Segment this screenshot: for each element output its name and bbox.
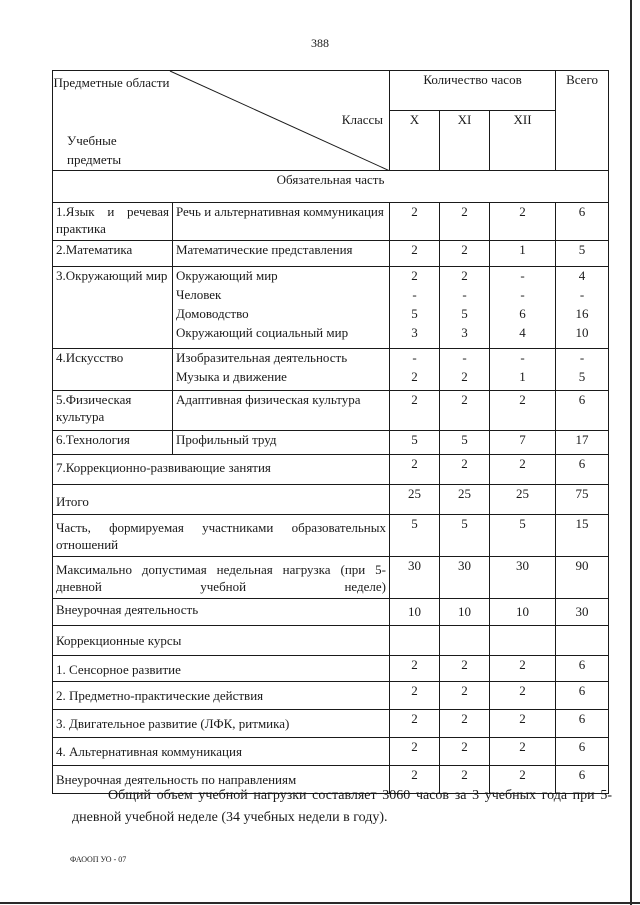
total-cell: 6 [556, 455, 609, 485]
page-number: 388 [311, 36, 329, 50]
hours-cell: 2 [440, 738, 490, 766]
summary-label: Итого [53, 485, 390, 515]
total-cell: 6 [556, 682, 609, 710]
header-subjects: Учебные предметы [67, 133, 122, 167]
area-cell: 1.Язык и речевая практика [53, 203, 173, 241]
hours-cell: 5 [390, 431, 440, 455]
total-cell: 6 [556, 203, 609, 241]
subject-line: Окружающий социальный мир [176, 325, 349, 340]
footer-code: ФАООП УО - 07 [70, 855, 127, 864]
subject-line: Домоводство [176, 306, 249, 321]
course-label: 1. Сенсорное развитие [53, 656, 390, 682]
hours-cell: 10 [490, 599, 556, 626]
header-hours: Количество часов [390, 71, 556, 111]
total-value: 5 [578, 369, 586, 384]
hours-cell: 2 [440, 766, 490, 794]
hours-cell: 2 [440, 656, 490, 682]
hours-cell: 2 [390, 656, 440, 682]
hours-cell: 2 [390, 682, 440, 710]
summary-paragraph: Общий объем учебной нагрузки составляет 3060 часов за 3 учебных года при 5-дневной учебной неделе (34 учебных недели в году). [72, 788, 612, 825]
hours-cell: 30 [440, 557, 490, 599]
hours-cell: 5 [390, 515, 440, 557]
hours-cell: 2 [440, 203, 490, 241]
page-frame-bottom [0, 902, 640, 904]
subject-cell: Речь и альтернативная коммуникация [173, 203, 390, 241]
empty-cell [440, 626, 490, 656]
hours-cell: 2 [440, 682, 490, 710]
table-row [53, 710, 609, 738]
hours-cell: 2 [390, 391, 440, 431]
total-value: - [579, 287, 585, 302]
course-label: 3. Двигательное развитие (ЛФК, ритмика) [53, 710, 390, 738]
hours-cell [490, 267, 556, 349]
hours-cell: 2 [390, 455, 440, 485]
hours-value: - [520, 268, 525, 283]
hours-cell: 2 [440, 710, 490, 738]
total-cell [556, 267, 609, 349]
hours-value: - [462, 350, 467, 365]
hours-cell: 10 [440, 599, 490, 626]
total-value: - [579, 350, 585, 365]
total-cell: 17 [556, 431, 609, 455]
area-cell: 5.Физическая культура [53, 391, 173, 431]
subject-cell [173, 349, 390, 391]
table-row [53, 626, 609, 656]
hours-cell: 5 [440, 431, 490, 455]
hours-cell: 2 [490, 656, 556, 682]
hours-cell: 2 [490, 455, 556, 485]
hours-cell: 2 [490, 682, 556, 710]
hours-cell [490, 349, 556, 391]
subject-line: Окружающий мир [176, 268, 278, 283]
table-row [53, 349, 609, 391]
hours-cell: 25 [490, 485, 556, 515]
hours-cell: 7 [490, 431, 556, 455]
subject-line: Человек [176, 287, 222, 302]
hours-value: 4 [519, 325, 526, 340]
table-row [53, 599, 609, 626]
total-cell: 6 [556, 656, 609, 682]
header-diagonal-cell [53, 71, 390, 171]
hours-cell: 5 [490, 515, 556, 557]
table-row [53, 455, 609, 485]
table-row [53, 656, 609, 682]
page-frame-right [630, 0, 632, 905]
section-correction: Коррекционные курсы [53, 626, 390, 656]
hours-value: - [412, 287, 417, 302]
summary-label: Внеурочная деятельность [53, 599, 390, 626]
table-row [53, 391, 609, 431]
hours-value: 6 [519, 306, 526, 321]
hours-value: 5 [411, 306, 418, 321]
total-cell: 90 [556, 557, 609, 599]
hours-cell: 1 [490, 241, 556, 267]
subject-cell [173, 267, 390, 349]
table-row [53, 267, 609, 349]
hours-cell: 2 [490, 710, 556, 738]
total-cell: 15 [556, 515, 609, 557]
hours-cell: 2 [440, 455, 490, 485]
area-cell: 4.Искусство [53, 349, 173, 391]
subject-line: Изобразительная деятельность [176, 350, 348, 365]
header-areas: Предметные области [53, 75, 170, 90]
total-cell: 6 [556, 766, 609, 794]
course-label: 4. Альтернативная коммуникация [53, 738, 390, 766]
table-row [53, 431, 609, 455]
header-grade: X [390, 111, 440, 171]
total-value: 4 [578, 268, 586, 283]
hours-cell: 2 [490, 391, 556, 431]
hours-cell: 2 [490, 738, 556, 766]
total-cell: 75 [556, 485, 609, 515]
summary-label: Максимально допустимая недельная нагрузка (при 5-дневной учебной неделе) [53, 557, 390, 599]
total-cell: 30 [556, 599, 609, 626]
hours-cell: 2 [390, 738, 440, 766]
hours-cell: 2 [490, 766, 556, 794]
header-grade: XII [490, 111, 556, 171]
total-cell [556, 349, 609, 391]
hours-cell: 5 [440, 515, 490, 557]
hours-cell [390, 349, 440, 391]
hours-value: - [520, 350, 525, 365]
hours-value: 2 [411, 268, 418, 283]
hours-cell: 2 [390, 203, 440, 241]
area-cell: 2.Математика [53, 241, 173, 267]
hours-value: - [412, 350, 417, 365]
hours-cell: 2 [490, 203, 556, 241]
table-row [53, 515, 609, 557]
empty-cell [490, 626, 556, 656]
hours-cell: 10 [390, 599, 440, 626]
hours-value: - [520, 287, 525, 302]
header-grade: XI [440, 111, 490, 171]
total-value: 10 [575, 325, 589, 340]
total-cell: 6 [556, 391, 609, 431]
subject-cell: Адаптивная физическая культура [173, 391, 390, 431]
table-row [53, 557, 609, 599]
hours-value: - [462, 287, 467, 302]
empty-cell [556, 626, 609, 656]
hours-value: 2 [461, 268, 468, 283]
table-row [53, 682, 609, 710]
hours-cell: 30 [490, 557, 556, 599]
hours-value: 2 [411, 369, 418, 384]
course-label: 2. Предметно-практические действия [53, 682, 390, 710]
hours-cell: 30 [390, 557, 440, 599]
header-total: Всего [556, 71, 609, 171]
subject-line: Музыка и движение [176, 369, 287, 384]
hours-value: 3 [411, 325, 418, 340]
subject-cell: Профильный труд [173, 431, 390, 455]
hours-cell: 2 [440, 241, 490, 267]
area-cell: 3.Окружающий мир [53, 267, 173, 349]
empty-cell [390, 626, 440, 656]
hours-value: 5 [461, 306, 468, 321]
curriculum-table [52, 70, 609, 794]
summary-label: Часть, формируемая участниками образовательных отношений [53, 515, 390, 557]
total-cell: 6 [556, 738, 609, 766]
total-cell: 5 [556, 241, 609, 267]
hours-cell: 2 [390, 710, 440, 738]
header-classes: Классы [341, 112, 383, 127]
total-value: 16 [575, 306, 589, 321]
hours-cell: 2 [390, 766, 440, 794]
course-label: Внеурочная деятельность по направлениям [53, 766, 390, 794]
table-row [53, 203, 609, 241]
hours-cell [440, 349, 490, 391]
hours-cell: 25 [390, 485, 440, 515]
summary-label: 7.Коррекционно-развивающие занятия [53, 455, 390, 485]
hours-cell: 25 [440, 485, 490, 515]
hours-cell: 2 [390, 241, 440, 267]
total-cell: 6 [556, 710, 609, 738]
hours-cell: 2 [440, 391, 490, 431]
hours-cell [390, 267, 440, 349]
hours-value: 3 [461, 325, 468, 340]
table-row [53, 738, 609, 766]
hours-value: 1 [519, 369, 526, 384]
area-cell: 6.Технология [53, 431, 173, 455]
table-row [53, 485, 609, 515]
hours-cell [440, 267, 490, 349]
section-mandatory: Обязательная часть [53, 171, 609, 203]
subject-cell: Математические представления [173, 241, 390, 267]
table-row [53, 241, 609, 267]
hours-value: 2 [461, 369, 468, 384]
